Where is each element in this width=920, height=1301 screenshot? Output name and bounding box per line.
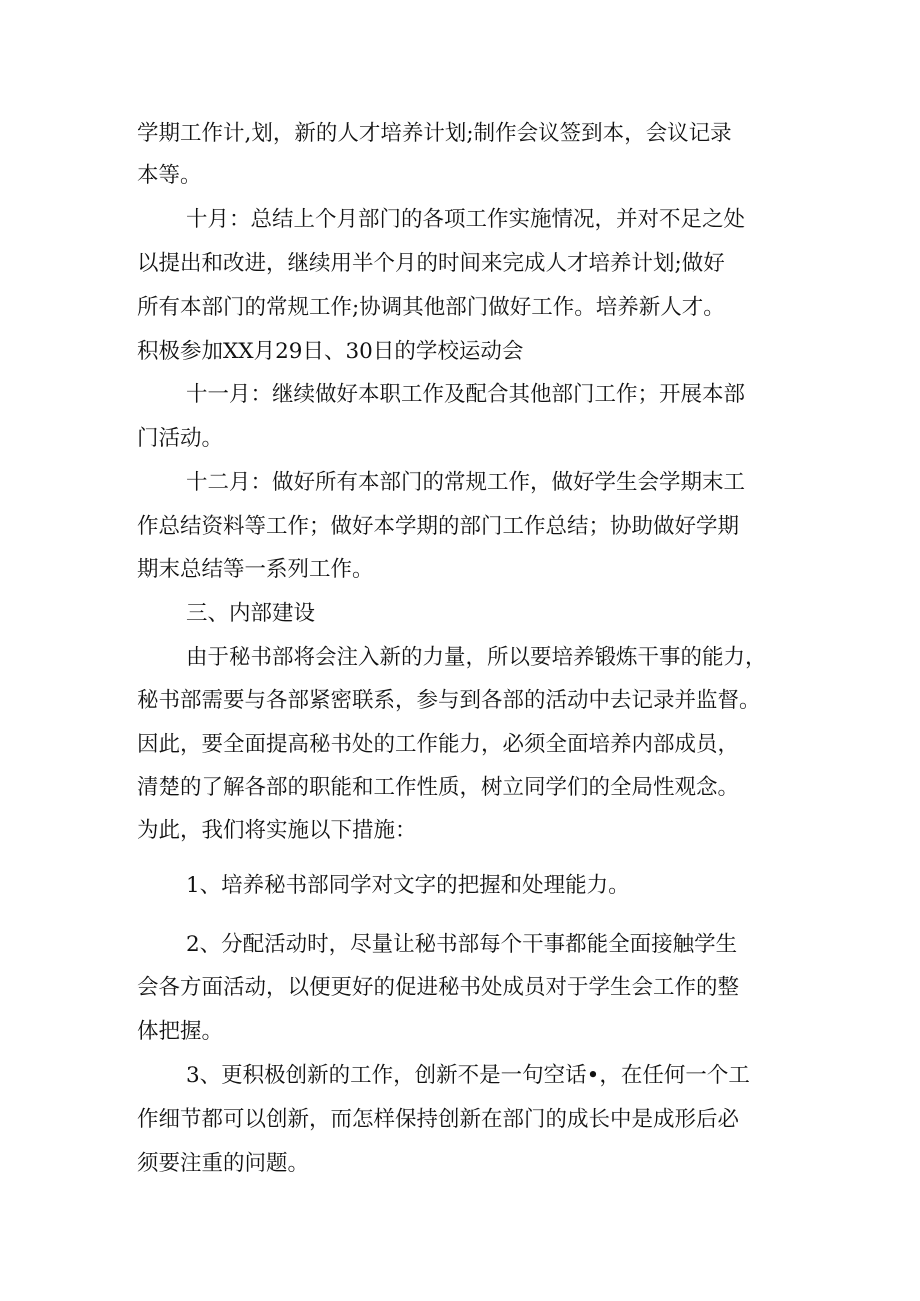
text-line: 作细节都可以创新，而怎样保持创新在部门的成长中是成形后必 [137, 1107, 740, 1132]
text-line: 期末总结等一系列工作。 [137, 557, 374, 582]
list-item-1: 1、培养秘书部同学对文字的把握和处理能力。 [186, 873, 630, 898]
text-line: 须要注重的问题。 [137, 1151, 310, 1176]
list-item-2: 2、分配活动时，尽量让秘书部每个干事都能全面接触学生 [186, 932, 738, 957]
text-line: 因此，要全面提高秘书处的工作能力，必须全面培养内部成员， [137, 732, 740, 757]
text-line: 本等。 [137, 163, 202, 188]
paragraph-internal-line: 由于秘书部将会注入新的力量，所以要培养锻炼干事的能力， [186, 645, 767, 670]
text-line: 作总结资料等工作；做好本学期的部门工作总结；协助做好学期 [137, 514, 740, 539]
section-heading: 三、内部建设 [186, 601, 316, 626]
text-line: 秘书部需要与各部紧密联系，参与到各部的活动中去记录并监督。 [137, 688, 761, 713]
text-line: 门活动。 [137, 426, 224, 451]
text-line: 体把握。 [137, 1019, 224, 1044]
paragraph-october-line: 十月：总结上个月部门的各项工作实施情况，并对不足之处 [186, 207, 746, 232]
text-line: 清楚的了解各部的职能和工作性质，树立同学们的全局性观念。 [137, 775, 740, 800]
text-line: 会各方面活动，以便更好的促进秘书处成员对于学生会工作的整 [137, 975, 740, 1000]
text-line: 以提出和改进，继续用半个月的时间来完成人才培养计划;做好 [137, 251, 725, 276]
text-line: 学期工作计,划，新的人才培养计划;制作会议签到本，会议记录 [137, 121, 732, 146]
paragraph-november-line: 十一月：继续做好本职工作及配合其他部门工作；开展本部 [186, 382, 746, 407]
list-item-3: 3、更积极创新的工作，创新不是一句空话•，在任何一个工 [186, 1063, 750, 1088]
text-line: 为此，我们将实施以下措施： [137, 818, 417, 843]
paragraph-december-line: 十二月：做好所有本部门的常规工作，做好学生会学期末工 [186, 470, 746, 495]
text-line: 所有本部门的常规工作;协调其他部门做好工作。培养新人才。 [137, 295, 725, 320]
text-line: 积极参加XX月29日、30日的学校运动会 [137, 339, 524, 364]
